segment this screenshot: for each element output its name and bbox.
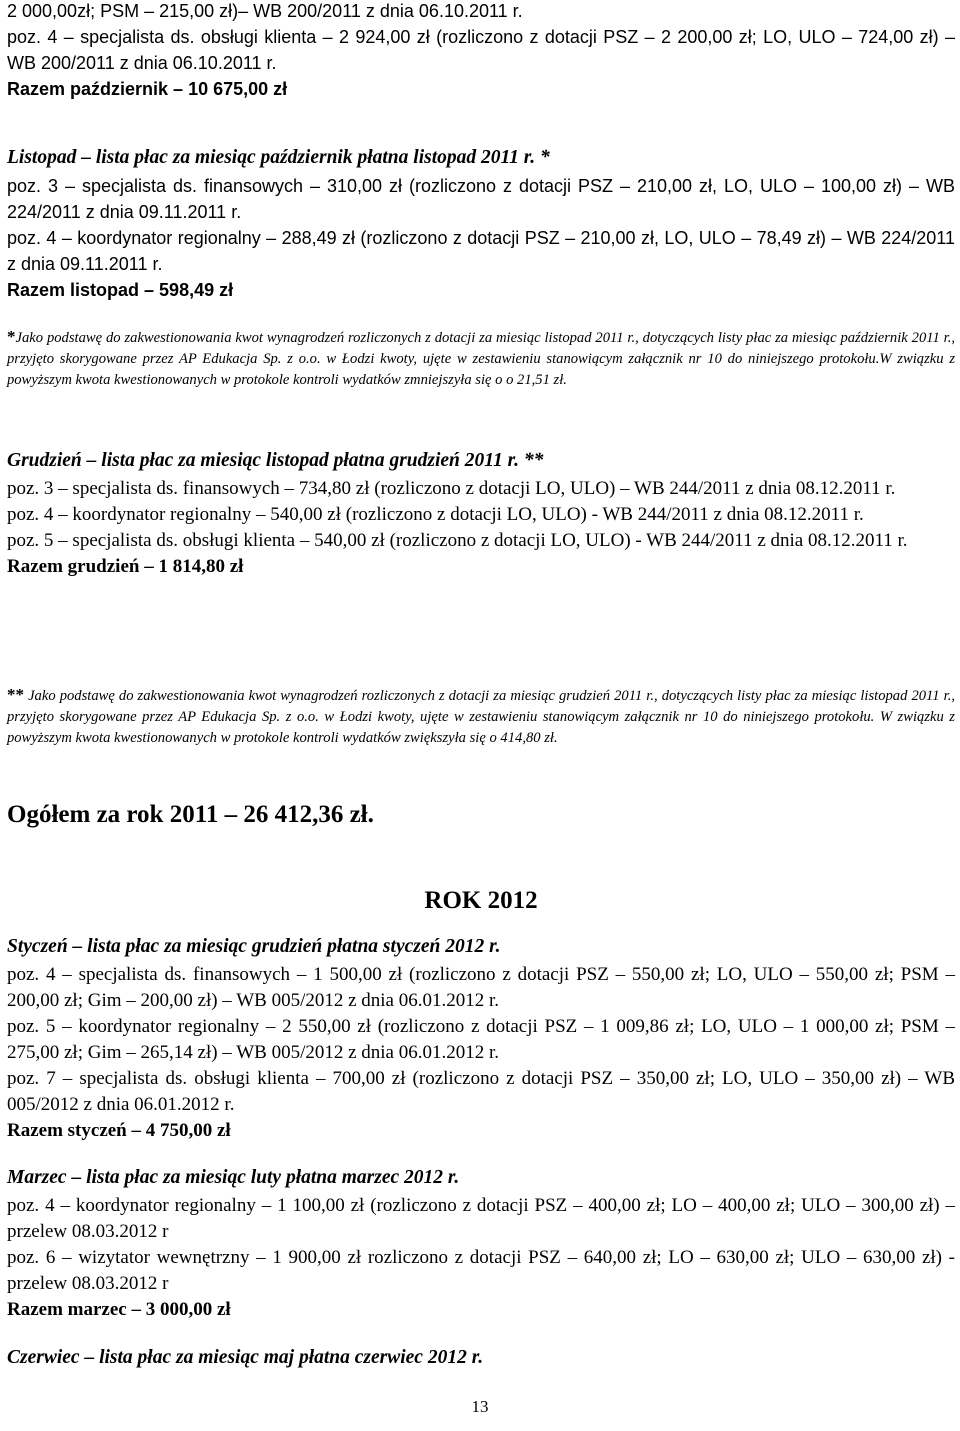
note-text: Jako podstawę do zakwestionowania kwot wynagrodzeń rozliczonych z dotacji za miesiąc grudzień 2011 r., dotyczących listy płac za miesiąc listopad 2011 r., przyjęto skorygowane przez AP Edukacja Sp. z o.o. w Łodzi kwoty, ujęte w zestawieniu stanowiącym załącznik nr 10 do niniejszego protokołu. W związku z powyższym kwota kwestionowanych w protokole kontroli wydatków zwiększyła się o 414,80 zł. xyxy=(7,688,955,746)
note-grudzien xyxy=(7,684,955,749)
grudzien-item-3: poz. 5 – specjalista ds. obsługi klienta – 540,00 zł (rozliczono z dotacji LO, ULO) - WB 244/2011 z dnia 08.12.2011 r. xyxy=(7,530,908,551)
total-grudzien: Razem grudzień – 1 814,80 zł xyxy=(7,556,244,577)
total-2011: Ogółem za rok 2011 – 26 412,36 zł. xyxy=(7,801,374,828)
total-marzec: Razem marzec – 3 000,00 zł xyxy=(7,1299,231,1320)
note-listopad xyxy=(7,326,955,391)
page-number: 13 xyxy=(471,1397,489,1416)
note-star: ** xyxy=(7,685,24,704)
listopad-item-1: poz. 3 – specjalista ds. finansowych – 310,00 zł (rozliczono z dotacji PSZ – 210,00 zł, LO, ULO – 100,00 zł) – WB 224/2011 z dnia 09.11.2011 r. xyxy=(7,176,955,222)
total-styczen: Razem styczeń – 4 750,00 zł xyxy=(7,1120,231,1141)
grudzien-item-1: poz. 3 – specjalista ds. finansowych – 734,80 zł (rozliczono z dotacji LO, ULO) – WB 244/2011 z dnia 08.12.2011 r. xyxy=(7,478,896,499)
note-star: * xyxy=(7,327,16,346)
line-psm: 2 000,00zł; PSM – 215,00 zł)– WB 200/2011 z dnia 06.10.2011 r. xyxy=(7,1,523,21)
marzec-item-1: poz. 4 – koordynator regionalny – 1 100,00 zł (rozliczono z dotacji PSZ – 400,00 zł; LO – 400,00 zł; ULO – 300,00 zł) – przelew 08.03.2012 r xyxy=(7,1195,955,1242)
header-czerwiec: Czerwiec – lista płac za miesiąc maj płatna czerwiec 2012 r. xyxy=(7,1347,484,1368)
header-listopad: Listopad – lista płac za miesiąc październik płatna listopad 2011 r. * xyxy=(7,147,550,168)
grudzien-item-2: poz. 4 – koordynator regionalny – 540,00 zł (rozliczono z dotacji LO, ULO) - WB 244/2011 z dnia 08.12.2011 r. xyxy=(7,504,864,525)
note-text: Jako podstawę do zakwestionowania kwot wynagrodzeń rozliczonych z dotacji za miesiąc listopad 2011 r., dotyczących listy płac za miesiąc październik 2011 r., przyjęto skorygowane przez AP Edukacja Sp. z o.o. w Łodzi kwoty, ujęte w zestawieniu stanowiącym załącznik nr 10 do niniejszego protokołu.W związku z powyższym kwota kwestionowanych w protokole kontroli wydatków zmniejszyła się o o 21,51 zł. xyxy=(7,330,955,388)
header-marzec: Marzec – lista płac za miesiąc luty płatna marzec 2012 r. xyxy=(7,1167,460,1188)
styczen-item-2: poz. 5 – koordynator regionalny – 2 550,00 zł (rozliczono z dotacji PSZ – 1 009,86 zł; LO, ULO – 1 000,00 zł; PSM – 275,00 zł; Gim – 265,14 zł) – WB 005/2012 z dnia 06.01.2012 r. xyxy=(7,1016,955,1063)
header-styczen: Styczeń – lista płac za miesiąc grudzień płatna styczeń 2012 r. xyxy=(7,936,501,957)
line-poz4-obsługa: poz. 4 – specjalista ds. obsługi klienta – 2 924,00 zł (rozliczono z dotacji PSZ – 2 200,00 zł; LO, ULO – 724,00 zł) – WB 200/2011 z dnia 06.10.2011 r. xyxy=(7,27,955,73)
styczen-item-1: poz. 4 – specjalista ds. finansowych – 1 500,00 zł (rozliczono z dotacji PSZ – 550,00 zł; LO, ULO – 550,00 zł; PSM – 200,00 zł; Gim – 200,00 zł) – WB 005/2012 z dnia 06.01.2012 r. xyxy=(7,964,955,1011)
listopad-item-2: poz. 4 – koordynator regionalny – 288,49 zł (rozliczono z dotacji PSZ – 210,00 zł, LO, ULO – 78,49 zł) – WB 224/2011 z dnia 09.11.2011 r. xyxy=(7,228,955,274)
total-listopad: Razem listopad – 598,49 zł xyxy=(7,280,234,300)
styczen-item-3: poz. 7 – specjalista ds. obsługi klienta – 700,00 zł (rozliczono z dotacji PSZ – 350,00 zł; LO, ULO – 350,00 zł) – WB 005/2012 z dnia 06.01.2012 r. xyxy=(7,1068,955,1115)
total-pazdziernik: Razem październik – 10 675,00 zł xyxy=(7,79,288,99)
header-grudzien: Grudzień – lista płac za miesiąc listopad płatna grudzień 2011 r. ** xyxy=(7,450,544,471)
marzec-item-2: poz. 6 – wizytator wewnętrzny – 1 900,00 zł rozliczono z dotacji PSZ – 640,00 zł; LO – 630,00 zł; ULO – 630,00 zł) - przelew 08.03.2012 r xyxy=(7,1247,955,1294)
year-heading: ROK 2012 xyxy=(424,887,538,914)
